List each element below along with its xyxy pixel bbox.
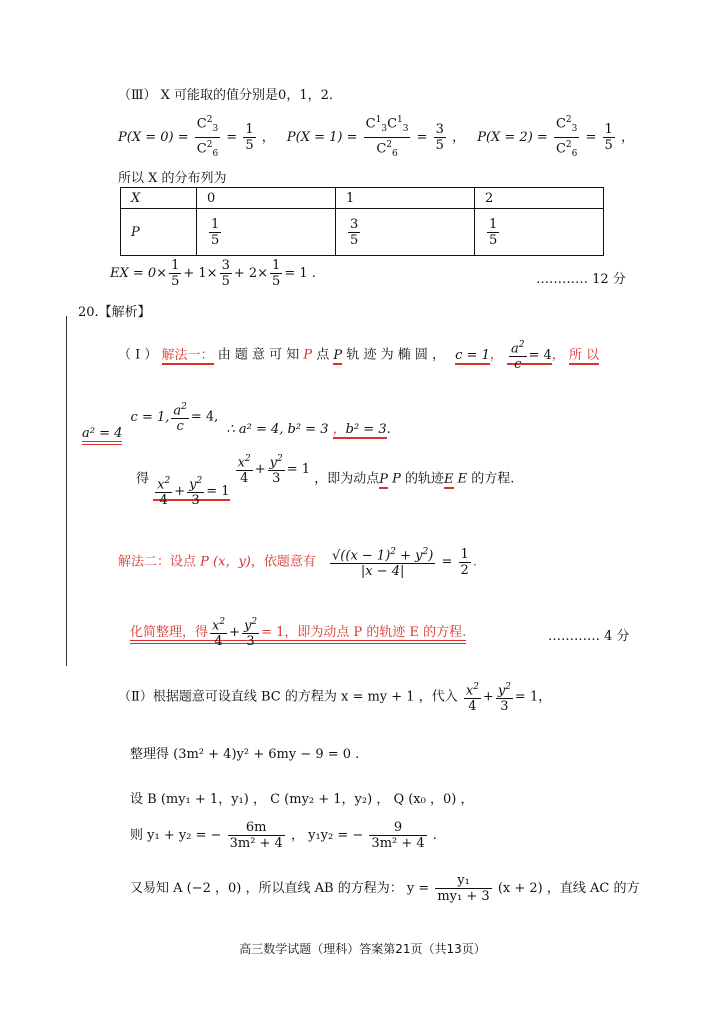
score-12: ………… 12 分 <box>536 272 626 287</box>
table-cell: $\frac{3}{5}$ <box>336 209 475 256</box>
table-row-label: P <box>121 209 197 256</box>
prob2-lhs: P(X = 2) = <box>477 129 548 145</box>
page-footer: 高三数学试题（理科）答案第21页（共13页） <box>239 942 486 956</box>
prob1-lhs: P(X = 1) = <box>286 129 358 145</box>
table-header-cell: X <box>121 188 197 209</box>
score-4: ………… 4 分 <box>548 629 630 644</box>
expectation: EX = 0× $\frac{1}{5}$ + 1× $\frac{3}{5}$ + 2× $\frac{1}{5}$ = 1 . <box>110 258 316 289</box>
comb-frac-2: $\frac{C^2_3}{C^2_6}$ <box>555 115 578 159</box>
table-header-cell: 2 <box>475 188 604 209</box>
probability-line: P(X = 0) = $\frac{C^2_3}{C^2_6}$ = $\frac{1}{5}$ ， P(X = 1) = $\frac{C^1_3C^1_3}{C^2_6}$ = $\frac{3}{5}$ ， P(X = 2) = $\frac{C^2_3}{C^2_6}$ = $\frac{1}{5}$ ， <box>118 113 634 162</box>
distribution-table <box>120 187 604 256</box>
comb-frac-0: $\frac{C^2_3}{C^2_6}$ <box>196 115 219 159</box>
prob2-value: $\frac{1}{5}$ <box>604 121 613 153</box>
comb-frac-1: $\frac{C^1_3C^1_3}{C^2_6}$ <box>365 115 409 159</box>
prob0-value: $\frac{1}{5}$ <box>245 121 254 153</box>
prob1-value: $\frac{3}{5}$ <box>435 121 444 153</box>
question-number: 20.【解析】 <box>78 305 151 320</box>
table-cell: $\frac{1}{5}$ <box>475 209 604 256</box>
margin-bar <box>66 316 67 666</box>
simplify-line: 化简整理，得 $\frac{x^2}{4}$ + $\frac{y^2}{3}$ = 1，即为动点 P 的轨迹 E 的方程. <box>130 617 467 650</box>
table-intro: 所以 X 的分布列为 <box>118 171 227 186</box>
method1-line: （ Ⅰ ） 解法一： 由 题 意 可 知 P 点 P 轨 迹 为 椭 圆 ， c = 1， $\frac{a^2}{c}$ = 4， 所 以 <box>118 340 600 373</box>
table-header-cell: 0 <box>197 188 336 209</box>
part3-intro: （Ⅲ） X 可能取的值分别是0，1，2． <box>118 88 342 103</box>
prob0-lhs: P(X = 0) = <box>118 129 189 145</box>
method1-label: 解法一： <box>161 347 214 363</box>
ellipse-equation-line: 得 $\frac{x^2}{4}$ + $\frac{y^2}{3}$ = 1 $\frac{x^2}{4}$ + $\frac{y^2}{3}$ = 1 ，即为动点P P 的轨迹E E 的方程. <box>136 454 515 509</box>
points-line: 设 B (my₁ + 1，y₁) ， C (my₂ + 1，y₂) ， Q (x₀ ，0) ， <box>130 792 474 807</box>
table-header-row <box>121 188 604 209</box>
table-cell: $\frac{1}{5}$ <box>197 209 336 256</box>
vieta-line: 则 y₁ + y₂ = − $\frac{6m}{\text{3m² + 4}}$ ， y₁y₂ = − $\frac{9}{\text{3m² + 4}}$ . <box>130 820 437 851</box>
arrange-line: 整理得 (3m² + 4)y² + 6my − 9 = 0 . <box>130 747 360 762</box>
part2-line: （Ⅱ）根据题意可设直线 BC 的方程为 x = my + 1 ，代入 $\frac{x^2}{4}$ + $\frac{y^2}{3}$ = 1， <box>118 682 552 715</box>
table-row <box>121 209 604 256</box>
table-header-cell: 1 <box>336 188 475 209</box>
method1-derivation: a² = 4 c = 1, $\frac{a^2}{c}$ = 4, ∴ a² = 4, b² = 3 ，b² = 3. <box>82 400 391 434</box>
method2-line: 解法二：设点 P (x，y)，依题意有 $\frac{√((x - 1)^2 + y^2)}{|x - 4|}$ = $\frac{1}{2}$ . <box>118 546 477 580</box>
line-ab: 又易知 A (−2 ，0) ，所以直线 AB 的方程为： y = $\frac{\text{y₁}}{\text{my₁ + 3}}$ (x + 2) ，直线 AC 的方 <box>130 873 640 904</box>
